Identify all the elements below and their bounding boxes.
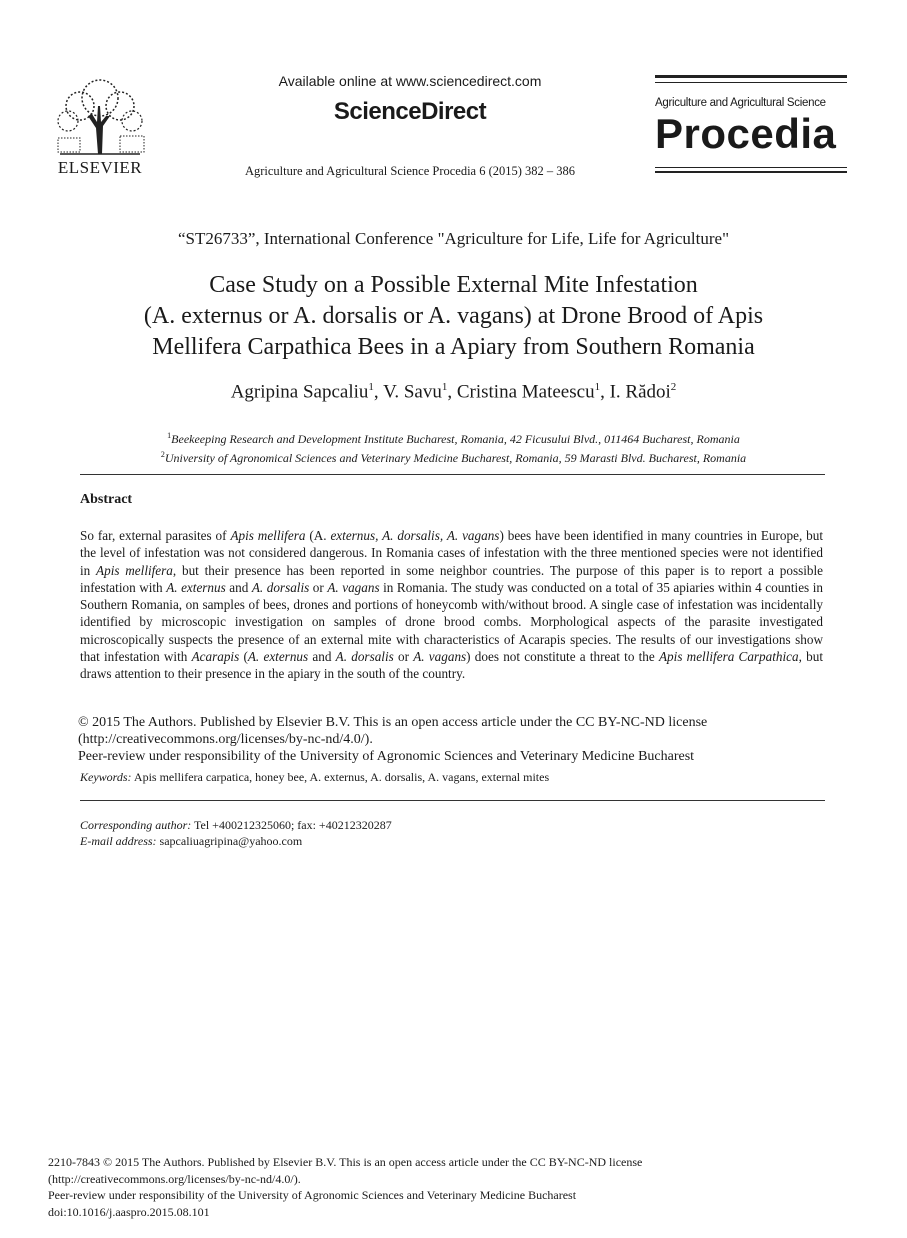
footer-peer-review: Peer-review under responsibility of the University of Agronomic Sciences and Veterinary Medicine Bucharest bbox=[48, 1188, 577, 1202]
keywords-label: Keywords: bbox=[80, 770, 132, 784]
license-link[interactable]: (http://creativecommons.org/licenses/by-nc-nd/4.0/). bbox=[78, 732, 373, 747]
author-affiliation-mark: 2 bbox=[670, 381, 677, 393]
license-text: © 2015 The Authors. Published by Elsevier B.V. This is an open access article under the CC BY-NC-ND license bbox=[78, 715, 708, 730]
author-affiliation-mark: 1 bbox=[594, 381, 601, 393]
affiliations bbox=[60, 428, 847, 466]
peer-review-text: Peer-review under responsibility of the University of Agronomic Sciences and Veterinary Medicine Bucharest bbox=[78, 749, 695, 764]
affiliation-text: Beekeeping Research and Development Institute Bucharest, Romania, 42 Ficusului Blvd., 011464 Bucharest, Romania bbox=[171, 432, 740, 446]
license-block bbox=[78, 714, 838, 765]
available-online-text: Available online at www.sciencedirect.com bbox=[278, 73, 542, 89]
author-list: Agripina Sapcaliu$^1$, V. Savu$^1$, Cristina Mateescu$^1$, I. Rădoi$^2$ bbox=[230, 381, 677, 403]
corresponding-contact: Tel +400212325060; fax: +40212320287 bbox=[191, 818, 392, 832]
keywords-text: Apis mellifera carpatica, honey bee, A. externus, A. dorsalis, A. vagans, external mites bbox=[131, 770, 550, 784]
author-affiliation-mark: 1 bbox=[441, 381, 448, 393]
paper-title bbox=[60, 270, 847, 363]
keywords bbox=[80, 770, 825, 785]
title-line: (A. externus or A. dorsalis or A. vagans) at Drone Brood of Apis bbox=[143, 303, 764, 329]
affiliation-number: 1 bbox=[167, 431, 172, 440]
journal-reference: Agriculture and Agricultural Science Procedia 6 (2015) 382 – 386 bbox=[244, 164, 576, 178]
footer-license-link[interactable]: (http://creativecommons.org/licenses/by-nc-nd/4.0/). bbox=[48, 1171, 301, 1186]
abstract-heading: Abstract bbox=[80, 492, 133, 507]
footer-license: 2210-7843 © 2015 The Authors. Published by Elsevier B.V. This is an open access article under the CC BY-NC-ND license bbox=[48, 1155, 643, 1169]
author: Agripina Sapcaliu bbox=[230, 381, 369, 403]
title-line: Mellifera Carpathica Bees in a Apiary from Southern Romania bbox=[152, 334, 755, 360]
affiliation bbox=[60, 428, 847, 447]
publisher-name: ELSEVIER bbox=[57, 158, 143, 177]
email-address[interactable]: sapcaliuagripina@yahoo.com bbox=[156, 834, 303, 848]
page-footer bbox=[48, 1154, 808, 1220]
sciencedirect-brand: ScienceDirect bbox=[333, 98, 487, 125]
divider bbox=[80, 474, 825, 475]
doi-link[interactable]: doi:10.1016/j.aaspro.2015.08.101 bbox=[48, 1204, 210, 1219]
divider bbox=[80, 800, 825, 801]
journal-subtitle: Agriculture and Agricultural Science bbox=[655, 97, 826, 109]
email-label: E-mail address: bbox=[80, 834, 157, 848]
procedia-logo bbox=[655, 75, 847, 175]
corresponding-label: Corresponding author: bbox=[80, 818, 192, 832]
correspondence bbox=[80, 817, 680, 849]
conference-line: “ST26733”, International Conference "Agriculture for Life, Life for Agriculture" bbox=[177, 229, 730, 248]
title-line: Case Study on a Possible External Mite Infestation bbox=[209, 272, 698, 298]
affiliation bbox=[60, 447, 847, 466]
author: Cristina Mateescu bbox=[456, 381, 595, 403]
abstract-body: So far, external parasites of Apis mellifera (A. externus, A. dorsalis, A. vagans) bees have been identified in many countries in Europe, but the level of infestation was not considered dangerous. In Romania cases of infestation with the three mentioned species were not identified in Apis mellifera, but their presence has been reported in some neighbor countries. The purpose of this paper is to report a possible infestation with A. externus and A. dorsalis or A. vagans in Romania. The study was conducted on a total of 35 apiaries within 4 counties in Southern Romania, on samples of bees, drones and portions of honeycomb with/without brood. A single case of infestation was incidentally identified by microscopic investigation on samples of drone brood combs. Morphological aspects of the parasite investigated microscopically suspects the presence of an external mite with characteristics of Acarapis species. The results of our investigations show that infestation with Acarapis (A. externus and A. dorsalis or A. vagans) does not constitute a threat to the Apis mellifera Carpathica, but draws attention to their presence in the apiary in the south of the country. bbox=[80, 528, 824, 682]
affiliation-text: University of Agronomical Sciences and Veterinary Medicine Bucharest, Romania, 59 Marasti Blvd. Bucharest, Romania bbox=[164, 451, 747, 465]
author-affiliation-mark: 1 bbox=[368, 381, 374, 393]
author: I. Rădoi bbox=[609, 381, 671, 403]
affiliation-number: 2 bbox=[160, 450, 165, 459]
journal-brand: Procedia bbox=[655, 110, 837, 157]
author: V. Savu bbox=[383, 381, 442, 403]
